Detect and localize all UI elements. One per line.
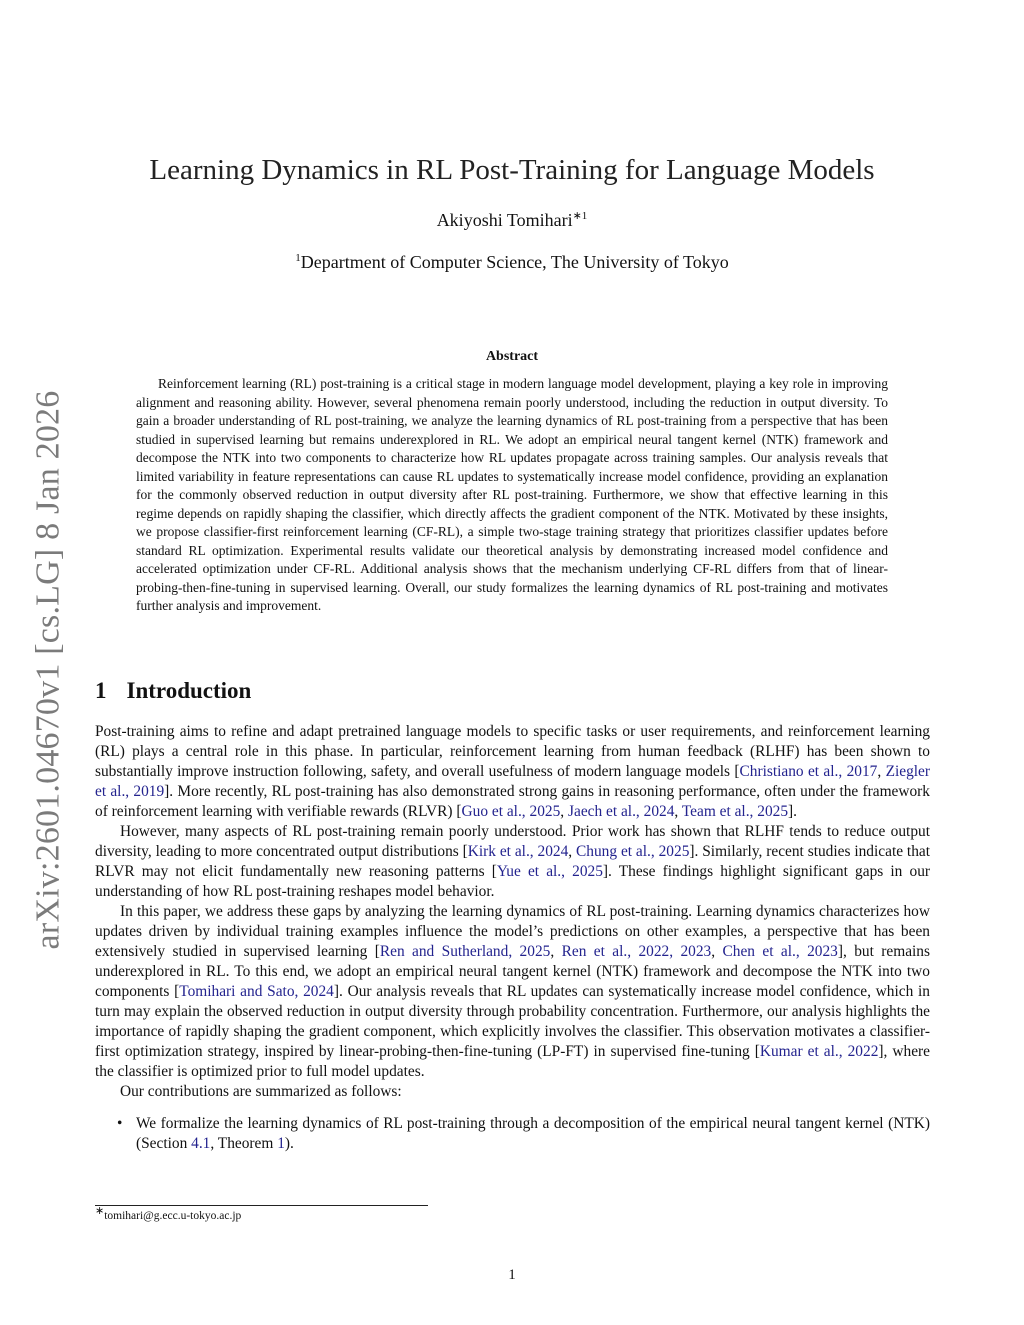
citation-link[interactable]: Chen et al., 2023	[722, 943, 838, 960]
text-run: ,	[877, 763, 886, 780]
paragraph-1	[95, 722, 930, 822]
citation-link[interactable]: Chung et al., 2025	[576, 843, 690, 860]
paragraph-3	[95, 902, 930, 1082]
citation-link[interactable]: Guo et al., 2025	[461, 803, 561, 820]
cross-reference-link[interactable]: 4.1	[191, 1135, 211, 1152]
section-heading	[95, 678, 251, 704]
text-run: ,	[560, 803, 568, 820]
footnote-mark: ∗	[95, 1205, 105, 1218]
text-run: However, many aspects of RL post-training remain poorly understood. Prior work has shown that RLHF tends to reduce output diversity, leading to more concentrated output distributions [	[95, 823, 930, 860]
contribution-list	[95, 1114, 930, 1154]
text-run: ]. Our analysis reveals that RL updates can systematically increase model confidence, which in turn may explain the observed reduction in output diversity through probability concentration. Furthermore, our analysis highlights the importance of rapidly shaping the gradient component, which explicitly involves the classifier. This observation motivates a classifier-first optimization strategy, inspired by linear-probing-then-fine-tuning (LP-FT) in supervised fine-tuning [	[95, 983, 931, 1060]
citation-link[interactable]: Kumar et al., 2022	[759, 1043, 879, 1060]
list-item	[95, 1114, 930, 1154]
text-run: ]. Similarly, recent studies indicate that RLVR may not elicit fundamentally new reasoning patterns [	[95, 843, 931, 880]
citation-link[interactable]: Kirk et al., 2024	[467, 843, 569, 860]
citation-link[interactable]: Team et al., 2025	[681, 803, 789, 820]
text-run: In this paper, we address these gaps by analyzing the learning dynamics of RL post-training. Learning dynamics characterizes how updates driven by individual training examples influence the model’s predictions on other examples, a perspective that has been extensively studied in supervised learning [	[95, 903, 930, 960]
arxiv-stamp-text: arXiv:2601.04670v1 [cs.LG] 8 Jan 2026	[29, 390, 66, 950]
text-run: ], but remains underexplored in RL. To this end, we adopt an empirical neural tangent kernel (NTK) framework and decompose the NTK into two components [	[95, 943, 930, 1000]
text-run: ).	[284, 1135, 294, 1152]
text-run: ]. These findings highlight significant gaps in our understanding of how RL post-training reshapes model behavior.	[95, 863, 931, 900]
abstract-body: Reinforcement learning (RL) post-training is a critical stage in modern language model development, playing a key role in improving alignment and reasoning ability. However, several phenomena remain poorly understood, including the reduction in output diversity. To gain a broader understanding of RL post-training, we analyze the learning dynamics of RL post-training from a perspective that has been studied in supervised learning but remains underexplored in RL. We adopt an empirical neural tangent kernel (NTK) framework and decompose the NTK into two components to characterize how RL updates propagate across training samples. Our analysis reveals that limited variability in feature representations can cause RL updates to systematically increase model confidence, providing an explanation for the commonly observed reduction in output diversity after RL post-training. Furthermore, we show that effective learning in this regime depends on rapidly shaping the classifier, which directly affects the gradient component of the NTK. Motivated by these insights, we propose classifier-first reinforcement learning (CF-RL), a simple two-stage training strategy that prioritizes classifier updates before standard RL optimization. Experimental results validate our theoretical analysis by demonstrating increased model confidence and accelerated optimization under CF-RL. Additional analysis shows that the mechanism underlying CF-RL differs from that of linear-probing-then-fine-tuning in supervised learning. Overall, our study formalizes the learning dynamics of RL post-training and motivates further analysis and improvement.	[136, 376, 888, 613]
text-run: ,	[550, 943, 562, 960]
affiliation-mark: 1	[295, 252, 301, 264]
citation-link[interactable]: Ziegler et al., 2019	[95, 763, 930, 800]
paper-title: Learning Dynamics in RL Post-Training for Language Models	[149, 154, 875, 186]
affiliation-line	[0, 252, 1024, 273]
citation-link[interactable]: Tomihari and Sato, 2024	[179, 983, 334, 1000]
text-run: ], where the classifier is optimized prior to full model updates.	[95, 1043, 930, 1080]
footnote-email: tomihari@g.ecc.u-tokyo.ac.jp	[104, 1210, 242, 1222]
affiliation-text: Department of Computer Science, The University of Tokyo	[300, 252, 729, 272]
body-text	[95, 722, 930, 1154]
text-run: ].	[788, 803, 798, 820]
author-name: Akiyoshi Tomihari	[436, 210, 573, 230]
abstract-heading: Abstract	[485, 349, 539, 364]
text-run: ,	[711, 943, 723, 960]
author-line	[0, 210, 1024, 231]
page-number: 1	[508, 1267, 516, 1283]
section-number: 1	[95, 678, 107, 703]
text-run: We formalize the learning dynamics of RL post-training through a decomposition of the empirical neural tangent kernel (NTK) (Section	[136, 1115, 930, 1152]
paragraph-4: Our contributions are summarized as follows:	[120, 1083, 402, 1100]
text-run: ,	[568, 843, 577, 860]
arxiv-identifier-stamp	[18, 390, 78, 950]
citation-link[interactable]: Yue et al., 2025	[496, 863, 603, 880]
section-title: Introduction	[126, 678, 252, 703]
footnote-rule	[95, 1205, 428, 1206]
citation-link[interactable]: Ren et al., 2022, 2023	[561, 943, 712, 960]
bullet-dot: •	[117, 1115, 123, 1132]
paragraph-2	[95, 822, 930, 902]
text-run: ]. More recently, RL post-training has also demonstrated strong gains in reasoning performance, often under the framework of reinforcement learning with verifiable rewards (RLVR) [	[95, 783, 930, 820]
author-mark: ∗1	[572, 210, 588, 222]
text-run: ,	[674, 803, 682, 820]
citation-link[interactable]: Christiano et al., 2017	[739, 763, 878, 780]
citation-link[interactable]: Ren and Sutherland, 2025	[379, 943, 551, 960]
citation-link[interactable]: Jaech et al., 2024	[568, 803, 675, 820]
text-run: Post-training aims to refine and adapt pretrained language models to specific tasks or user requirements, and reinforcement learning (RL) plays a central role in this phase. In particular, reinforcement learning from human feedback (RLHF) has been shown to substantially improve instruction following, safety, and overall usefulness of modern language models [	[95, 723, 930, 780]
footnote	[95, 1205, 242, 1222]
text-run: , Theorem	[210, 1135, 278, 1152]
cross-reference-link[interactable]: 1	[277, 1135, 285, 1152]
